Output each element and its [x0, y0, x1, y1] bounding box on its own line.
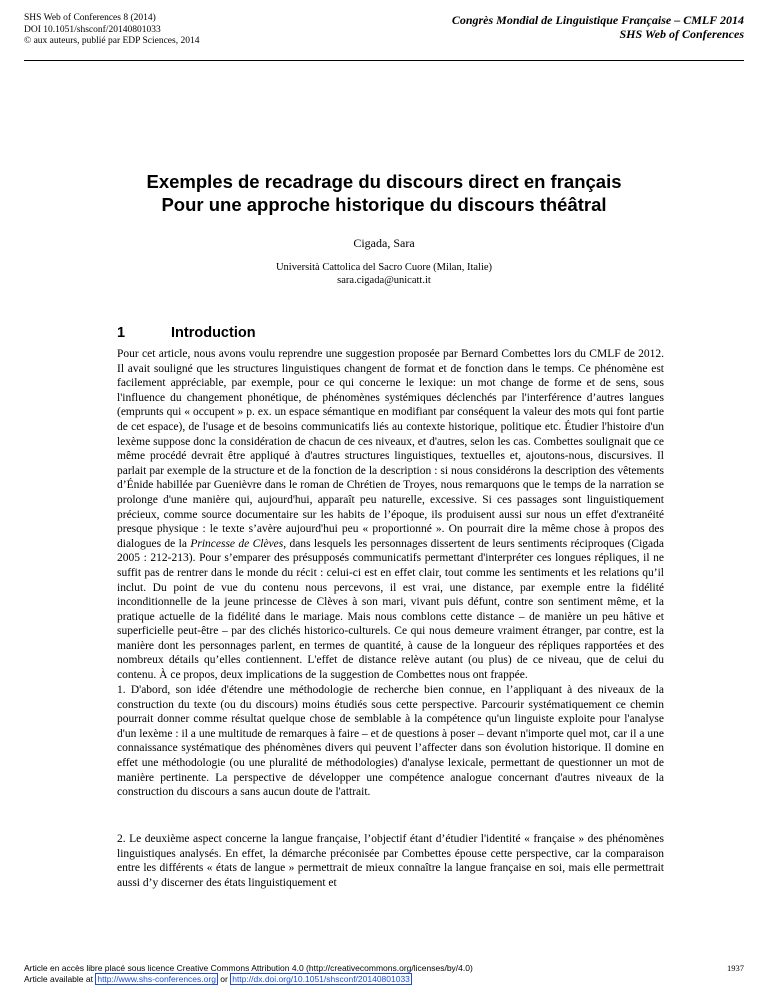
paper-title-line1: Exemples de recadrage du discours direct en français [146, 171, 622, 192]
header-divider [24, 60, 744, 61]
footer-available-prefix: Article available at [24, 974, 96, 984]
body-paragraph-1 [117, 347, 664, 683]
paragraph-1-work-title: Princesse de Clèves [190, 537, 284, 550]
body-paragraph-3 [117, 832, 664, 890]
footer-link-publisher[interactable]: http://www.shs-conferences.org [97, 974, 216, 984]
header-series-line: SHS Web of Conferences [619, 27, 744, 41]
body-paragraph-2 [117, 683, 664, 800]
footer-license: Article en accès libre placé sous licence Creative Commons Attribution 4.0 (http://creativecommons.org/licenses/by/4.0) [24, 963, 473, 973]
author-email: sara.cigada@unicatt.it [337, 275, 431, 286]
author-affiliation: Università Cattolica del Sacro Cuore (Milan, Italie) [275, 262, 493, 273]
header-journal-line: SHS Web of Conferences 8 (2014) [24, 13, 156, 23]
header-conference-line: Congrès Mondial de Linguistique Française – CMLF 2014 [451, 13, 744, 27]
footer-or-text: or [217, 974, 231, 984]
footer-availability [24, 974, 473, 985]
page-number: 1937 [727, 963, 744, 973]
section-number: 1 [117, 325, 126, 341]
header-publication-info [24, 13, 199, 48]
footer-link-doi[interactable]: http://dx.doi.org/10.1051/shsconf/20140801033 [232, 974, 410, 984]
paragraph-1-text-b: , dans lesquels les personnages dissertent de leurs sentiments réciproques (Cigada 2005 : 212-213). Pour s’emparer des présupposés communicatifs permettant d'interpréter ces longues répliques, il ne suffit pas de rentrer dans le monde du récit : celui-ci est en effet clair, tout comme les sentiments et les relations qu’il inclut. Du point de vue du contenu nous percevons, il est vrai, une distance, par exemple entre la fidélité inconditionnelle de la jeune princesse de Clèves à son mari, vivant puis défunt, contre son sentiment même, et la pratique actuelle de la fidélité dans le mariage. Mais nous comblons cette distance – de manière un peu hâtive et superficielle peut-être – par des clichés historico-culturels. Ce qui nous demeure vraiment étranger, par contre, est la manière dont les personnages parlent, en termes de quantité, à cause de la longueur des répliques rapportées et des nombreux détails qu’elles contiennent. L'effet de distance relève autant (ou plus) de ce niveau, que de celui du contenu. À ce propos, deux implications de la suggestion de Combettes nous ont frappée. [117, 537, 664, 682]
footer-license-block [24, 963, 473, 985]
header-doi-line: DOI 10.1051/shsconf/20140801033 [24, 24, 161, 35]
paragraph-1-text-a: Pour cet article, nous avons voulu reprendre une suggestion proposée par Bernard Combettes lors du CMLF de 2012. Il avait souligné que les structures linguistiques changent de format et de fonction dans le temps. Ce phénomène est facilement appréciable, par exemple, pour ce qui concerne le lexique: un mot change de forme et de sens, sous l'influence du changement phonétique, de phénomènes systémiques déclenchés par l'interférence d’autres langues (emprunts qui « occupent » p. ex. un espace sémantique en modifiant par conséquent la valeur des mots qui font partie de cet espace), de l'usage et de besoins communicatifs liés au contexte historique, politique etc. Étudier l'histoire d'un lexème suppose donc la considération de chacun de ces niveaux, et d'autres, selon les cas. Combettes soulignait que ce même procédé devrait être appliqué à d'autres structures linguistiques, textuelles et, ajoutons-nous, discursives. Il parlait par exemple de la structure et de la fonction de la description : si nous considérons la description des vêtements d’Énide habillée par Guenièvre dans le roman de Chrétien de Troyes, nous remarquons que le temps de la narration se prolonge d'une manière qui, aujourd'hui, apparaît peu naturelle, excessive. Si ces passages sont linguistiquement précieux, comme source documentaire sur les habits de l’époque, ils produisent aussi sur nous un effet d'extranéité presque physique : le texte s’avère aujourd'hui peu « proportionné ». On pourrait dire la même chose à propos des dialogues de la [117, 348, 664, 550]
paper-author: Cigada, Sara [353, 236, 415, 250]
author-affiliation-block [0, 261, 768, 287]
paper-title-line2: Pour une approche historique du discours théâtral [161, 194, 607, 215]
header-conference-info [452, 13, 744, 41]
paragraph-3-text: 2. Le deuxième aspect concerne la langue française, l’objectif étant d’étudier l'identité « française » des phénomènes linguistiques analysés. En effet, la démarche préconisée par Combettes épouse cette perspective, car la comparaison entre les différents « états de langue » permettrait de mieux connaître la langue française en soi, mais elle permettrait aussi d’y discerner des états linguistiquement et [117, 833, 664, 889]
paragraph-2-text: 1. D'abord, son idée d'étendre une méthodologie de recherche bien connue, en l’appliquant à des niveaux de la construction du texte (ou du discours) moins étudiés sous cette perspective. Parcourir systématiquement ce chemin pourrait donner comme résultat quelque chose de semblable à la compétence qu'un linguiste exploite pour l'analyse d'un lexème : il a une multitude de remarques à faire – et de questions à poser – devant n'importe quel mot, car il a une connaissance systématique des phénomènes divers qui peuvent l’affecter dans son évolution historique. Il domine en effet une méthodologie (ou une pluralité de méthodologies) d'analyse lexicale, permettant de questionner un mot de manière pertinente. La perspective de développer une compétence analogue concernant d'autres niveaux de la construction du discours a sans aucun doute de l'attrait. [117, 684, 664, 799]
section-title: Introduction [171, 325, 256, 341]
paper-title [0, 170, 768, 216]
header-copyright-line: © aux auteurs, publié par EDP Sciences, 2014 [24, 36, 200, 46]
